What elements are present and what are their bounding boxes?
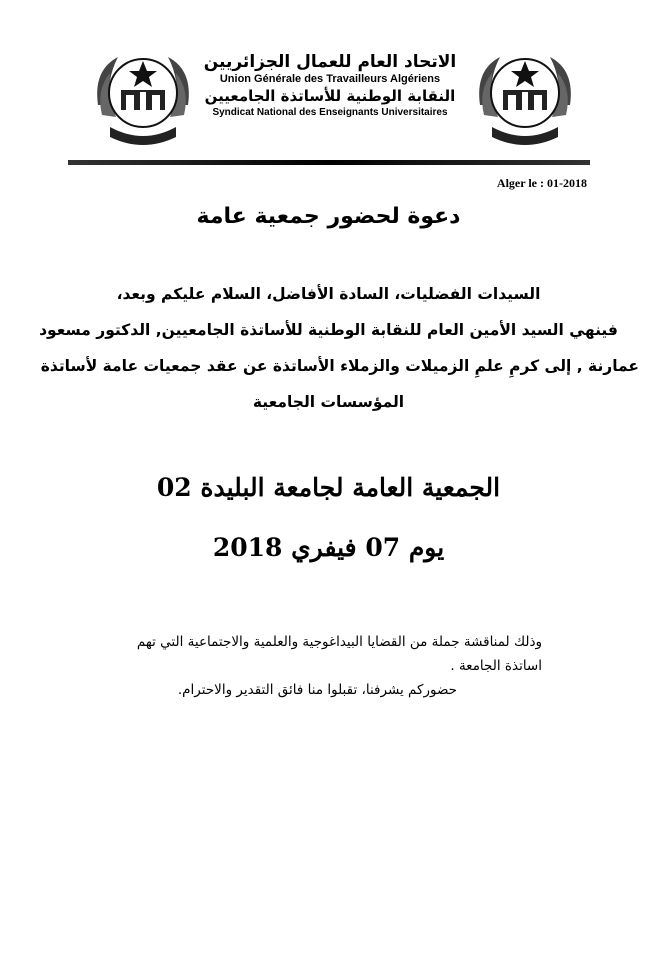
ugta-emblem-left [88,45,198,150]
letterhead-text [200,52,460,120]
paragraph-line: المؤسسات الجامعية [252,393,405,411]
union-name-arabic: الاتحاد العام للعمال الجزائريين [203,52,457,72]
paragraph-line: عمارنة , إلى كرمِ علمِ الزميلات والزملاء الأساتذة عن عقد جمعيات عامة لأساتذة [40,357,639,375]
document-date: Alger le : 01-2018 [496,176,587,190]
paragraph-line: فينهي السيد الأمين العام للنقابة الوطنية للأساتذة الجامعيين, الدكتور مسعود [39,321,618,339]
closing-line: اساتذة الجامعة . [450,658,542,674]
invitation-paragraph [18,276,639,420]
syndicate-name-french: Syndicat National des Enseignants Universitaires [212,107,448,118]
assembly-heading: الجمعية العامة لجامعة البليدة 02 [156,473,501,502]
paragraph-line: السيدات الفضليات، السادة الأفاضل، السلام عليكم وبعد، [116,285,541,303]
closing-text [120,630,542,702]
header-divider [68,160,590,165]
syndicate-name-arabic: النقابة الوطنية للأساتذة الجامعيين [204,87,456,105]
ugta-emblem-right [470,45,580,150]
union-name-french: Union Générale des Travailleurs Algériens [219,73,441,85]
ugta-logo-icon [88,45,198,150]
invitation-title: دعوة لحضور جمعية عامة [196,204,461,229]
closing-line: حضوركم يشرفنا، تقبلوا منا فائق التقدير والاحترام. [177,682,457,698]
letterhead [0,0,657,200]
ugta-logo-icon [470,45,580,150]
closing-line: وذلك لمناقشة جملة من القضايا البيداغوجية والعلمية والاجتماعية التي تهم [136,634,542,650]
meeting-date: يوم 07 فيفري 2018 [212,533,445,562]
